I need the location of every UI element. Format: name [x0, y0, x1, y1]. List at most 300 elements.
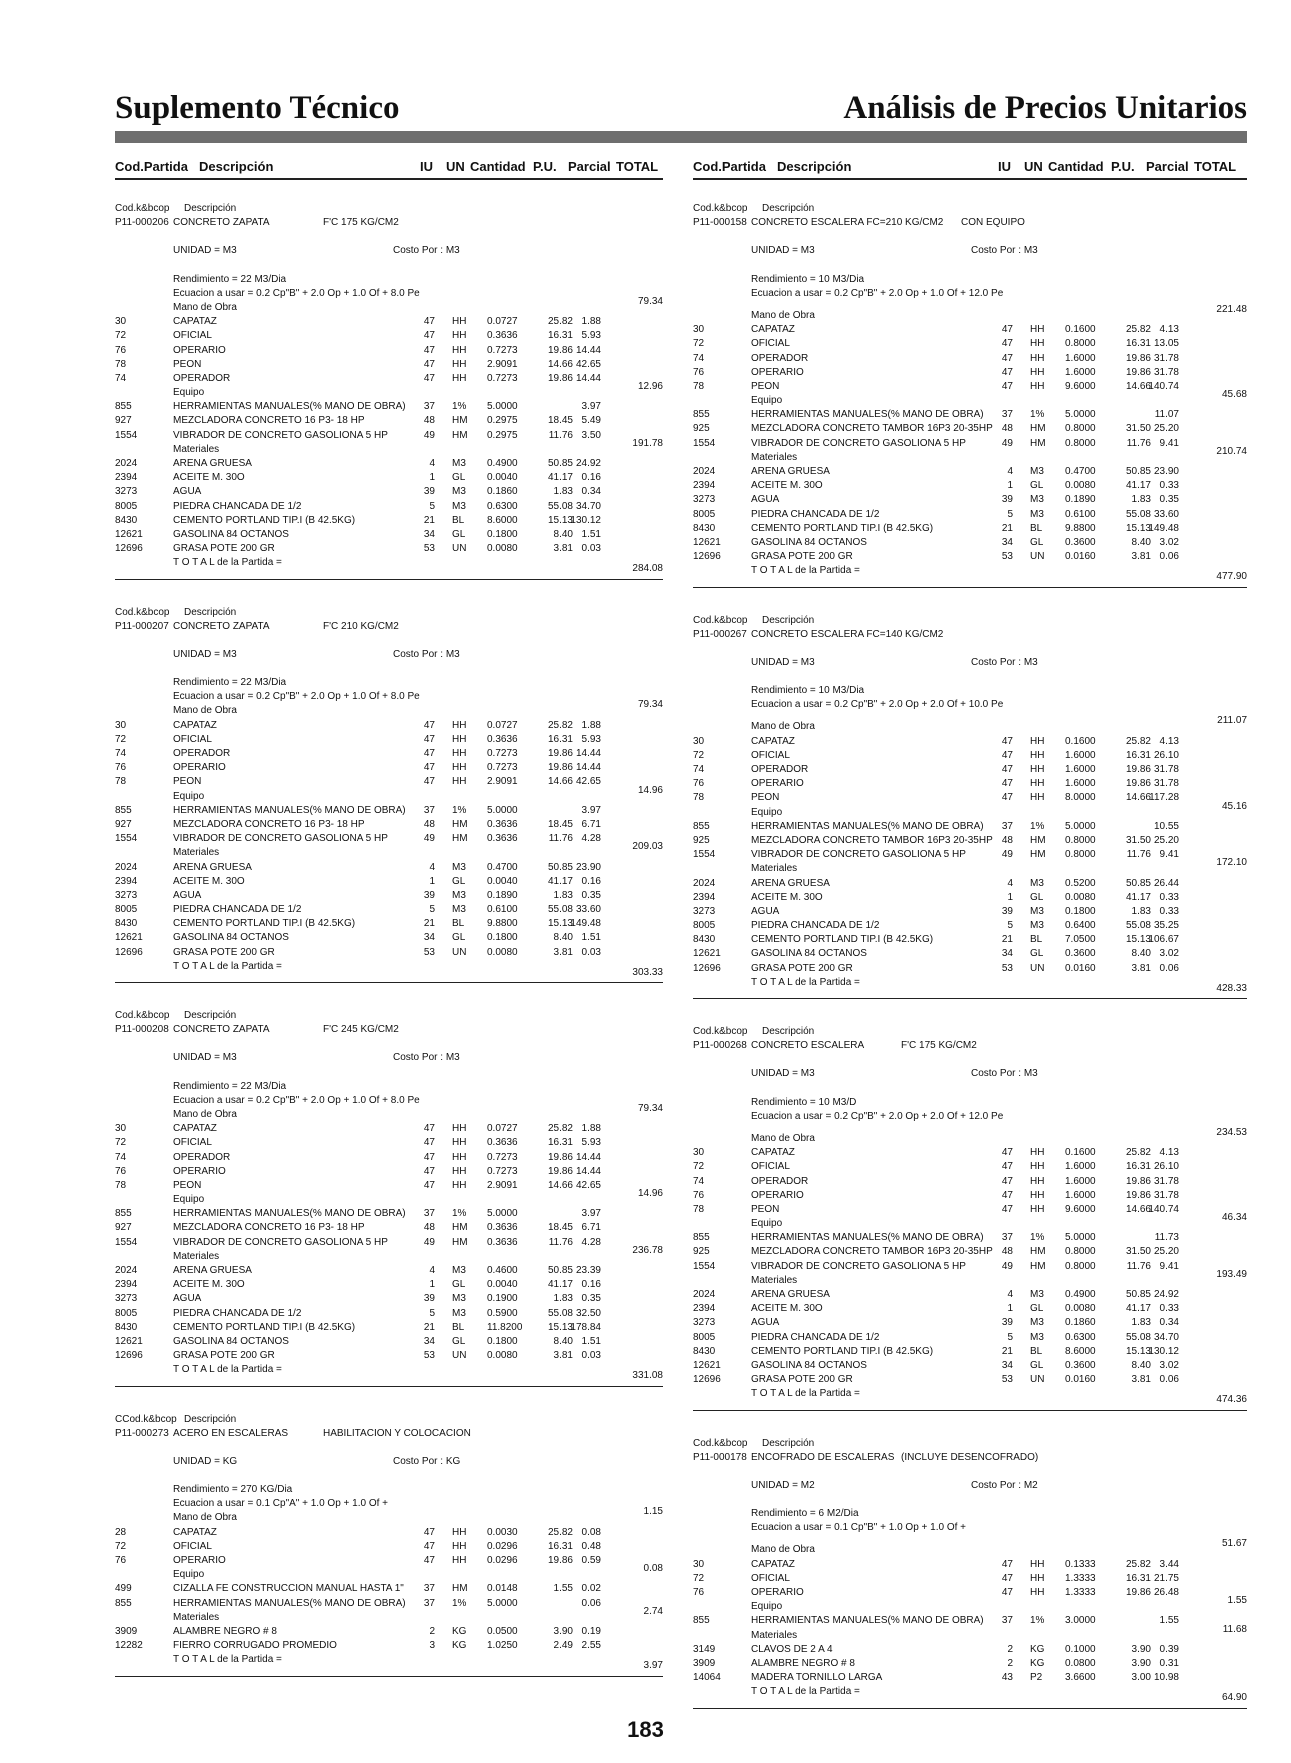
group-name: Materiales	[173, 1250, 220, 1262]
item-row	[693, 1586, 1247, 1600]
item-pu: 15.13	[547, 514, 573, 526]
item-iu: 47	[423, 1555, 435, 1566]
spacer	[693, 712, 1247, 720]
spacer	[693, 1124, 1247, 1132]
item-row	[693, 366, 1247, 380]
item-code: 1554	[693, 437, 716, 449]
item-iu: 2	[429, 1625, 435, 1637]
item-iu: 47	[1001, 1175, 1013, 1187]
item-row	[115, 372, 663, 386]
item-parcial: 0.35	[1159, 494, 1179, 506]
item-cantidad: 0.1800	[487, 1335, 518, 1347]
partida-block	[693, 202, 1247, 588]
item-desc: ACEITE M. 30O	[173, 1279, 245, 1291]
item-desc: CEMENTO PORTLAND TIP.I (B 42.5KG)	[173, 514, 356, 526]
item-iu: 34	[423, 528, 435, 540]
item-un: P2	[1030, 1672, 1043, 1684]
item-desc: PEON	[173, 776, 202, 788]
group-header	[693, 1595, 1247, 1614]
item-iu: 4	[1007, 466, 1013, 477]
group-header	[693, 1538, 1247, 1557]
item-parcial: 25.20	[1153, 1246, 1179, 1258]
item-code: 855	[693, 1615, 710, 1627]
item-cantidad: 5.0000	[1065, 1232, 1096, 1244]
item-iu: 4	[429, 458, 435, 469]
item-iu: 37	[1001, 1615, 1013, 1627]
item-un: 1%	[1030, 1615, 1045, 1627]
item-pu: 19.86	[1125, 778, 1151, 790]
item-row	[115, 832, 663, 846]
item-pu: 25.82	[1125, 324, 1151, 336]
item-code: 12282	[115, 1640, 143, 1652]
item-un: HH	[452, 1137, 467, 1149]
spacer	[693, 1535, 1247, 1543]
item-cantidad: 8.0000	[1065, 792, 1096, 804]
item-row	[115, 1151, 663, 1165]
item-pu: 16.31	[1125, 338, 1151, 350]
item-iu: 47	[423, 719, 435, 731]
item-pu: 3.81	[553, 946, 573, 958]
item-code: 1554	[693, 849, 716, 861]
item-un: BL	[1030, 522, 1043, 534]
item-parcial: 33.60	[575, 904, 601, 916]
item-iu: 49	[423, 1236, 435, 1248]
unidad-text	[173, 1455, 237, 1469]
group-total: 2.74	[643, 1605, 663, 1617]
item-row	[115, 775, 663, 789]
item-row	[115, 1236, 663, 1250]
item-code: 2394	[693, 480, 716, 492]
item-row	[115, 719, 663, 733]
item-row	[115, 315, 663, 329]
item-cantidad: 0.7273	[487, 762, 518, 774]
item-parcial: 140.74	[1148, 1203, 1179, 1215]
item-un: GL	[1030, 948, 1044, 960]
item-iu: 53	[1001, 551, 1013, 563]
item-desc: OFICIAL	[751, 338, 790, 350]
col-head-iu: IU	[998, 159, 1011, 174]
item-row	[693, 1260, 1247, 1274]
spacer	[115, 1469, 663, 1483]
item-parcial: 11.07	[1154, 409, 1179, 421]
item-desc: VIBRADOR DE CONCRETO GASOLIONA 5 HP	[173, 1236, 388, 1248]
item-code: 12621	[115, 528, 143, 540]
item-iu: 48	[423, 818, 435, 830]
partida-name: CONCRETO ZAPATA	[173, 620, 270, 632]
column-left	[115, 158, 663, 1677]
item-row	[693, 933, 1247, 947]
item-cantidad: 0.3636	[487, 1236, 518, 1248]
item-iu: 39	[423, 486, 435, 498]
item-cantidad: 0.2975	[487, 429, 518, 441]
item-code: 855	[693, 820, 710, 832]
item-un: 1%	[452, 1597, 467, 1609]
group-total: 45.68	[1221, 389, 1247, 401]
item-pu: 18.45	[547, 818, 573, 830]
item-un: M3	[1030, 1317, 1044, 1329]
item-parcial: 10.98	[1153, 1672, 1179, 1684]
item-cantidad: 0.3636	[487, 733, 518, 745]
item-parcial: 0.59	[581, 1555, 601, 1566]
item-un: BL	[452, 918, 465, 930]
unidad-value: M3	[800, 1068, 815, 1080]
item-code: 855	[115, 804, 132, 816]
item-code: 12696	[693, 962, 721, 974]
item-un: M3	[1030, 1331, 1044, 1343]
item-code: 12696	[693, 1374, 721, 1386]
item-pu: 3.81	[553, 543, 573, 555]
item-parcial: 0.33	[1159, 1303, 1179, 1315]
item-pu: 18.45	[547, 1222, 573, 1234]
cod-label: Cod.k&bcop	[115, 606, 170, 618]
unidad-text	[173, 1051, 237, 1065]
item-cantidad: 0.7273	[487, 1165, 518, 1177]
item-desc: HERRAMIENTAS MANUALES(% MANO DE OBRA)	[173, 1208, 406, 1220]
ecuacion-text: Ecuacion a usar = 0.2 Cp"B" + 2.0 Op + 1.0 Of + 8.0 Pe	[173, 1094, 420, 1106]
item-cantidad: 1.6000	[1065, 366, 1096, 378]
item-iu: 47	[1001, 380, 1013, 392]
item-un: 1%	[1030, 1232, 1045, 1244]
item-parcial: 4.13	[1159, 735, 1179, 747]
item-iu: 43	[1001, 1672, 1013, 1684]
item-iu: 47	[423, 330, 435, 342]
spacer	[115, 1066, 663, 1080]
spacer	[115, 662, 663, 676]
item-code: 3909	[115, 1625, 138, 1637]
item-parcial: 0.35	[581, 1293, 601, 1305]
costo-text	[971, 1067, 1038, 1081]
item-parcial: 3.02	[1159, 1359, 1179, 1371]
item-un: HM	[1030, 1246, 1046, 1258]
partida-code-labels	[693, 614, 1247, 628]
partida-code-labels	[115, 606, 663, 620]
item-desc: PEON	[751, 792, 780, 804]
item-pu: 25.82	[547, 1123, 573, 1135]
item-row	[693, 1331, 1247, 1345]
partida-block	[115, 1009, 663, 1387]
item-code: 3273	[693, 1317, 716, 1329]
item-cantidad: 0.4900	[487, 458, 518, 469]
item-un: HH	[452, 1165, 467, 1177]
group-header	[115, 1563, 663, 1582]
desc-label: Descripción	[762, 1026, 815, 1037]
item-pu: 25.82	[547, 1526, 573, 1538]
item-un: HH	[1030, 749, 1045, 761]
item-row	[115, 733, 663, 747]
item-iu: 47	[1001, 1558, 1013, 1570]
item-cantidad: 0.0160	[1065, 551, 1096, 563]
item-parcial: 6.71	[581, 1222, 601, 1234]
item-row	[693, 735, 1247, 749]
spacer	[693, 1493, 1247, 1507]
item-cantidad: 0.0080	[1065, 480, 1096, 492]
item-row	[693, 408, 1247, 422]
item-row	[693, 380, 1247, 394]
item-desc: CAPATAZ	[751, 1558, 795, 1570]
item-pu: 3.81	[1131, 551, 1151, 563]
item-row	[693, 1160, 1247, 1174]
item-parcial: 3.97	[581, 401, 601, 413]
item-cantidad: 0.3600	[1065, 948, 1096, 960]
item-pu: 31.50	[1125, 1246, 1151, 1258]
item-parcial: 9.41	[1159, 849, 1179, 861]
desc-label: Descripción	[184, 203, 237, 214]
item-parcial: 32.50	[575, 1307, 601, 1319]
group-total: 234.53	[1216, 1126, 1247, 1138]
item-desc: OPERARIO	[751, 366, 804, 378]
group-name: Mano de Obra	[173, 705, 237, 717]
item-desc: AGUA	[173, 889, 202, 901]
col-head-cod: Cod.Partida	[693, 159, 766, 174]
item-parcial: 5.93	[581, 1137, 601, 1149]
item-code: 2024	[693, 877, 716, 889]
item-cantidad: 2.9091	[487, 1179, 518, 1191]
item-row	[693, 508, 1247, 522]
item-un: HH	[452, 1526, 467, 1538]
item-iu: 47	[1001, 778, 1013, 790]
item-iu: 53	[423, 1350, 435, 1362]
item-code: 2394	[115, 875, 138, 887]
item-un: HH	[452, 1555, 467, 1566]
item-un: HM	[452, 833, 468, 845]
item-desc: HERRAMIENTAS MANUALES(% MANO DE OBRA)	[751, 409, 984, 421]
item-pu: 19.86	[547, 344, 573, 356]
item-code: 8430	[693, 522, 716, 534]
group-name: Mano de Obra	[751, 309, 815, 321]
unidad-text	[751, 1067, 815, 1081]
item-cantidad: 5.0000	[1065, 820, 1096, 832]
group-total: 14.96	[637, 784, 663, 796]
cod-label: Cod.k&bcop	[693, 203, 748, 214]
total-label: T O T A L de la Partida =	[173, 1654, 282, 1666]
item-row	[115, 528, 663, 542]
group-total: 45.16	[1221, 800, 1247, 812]
item-un: HH	[452, 1123, 467, 1135]
item-code: 30	[693, 1147, 705, 1159]
item-row	[115, 1526, 663, 1540]
item-pu: 1.83	[553, 486, 573, 498]
item-parcial: 1.51	[581, 528, 601, 540]
item-un: M3	[1030, 920, 1044, 932]
item-cantidad: 0.0160	[1065, 962, 1096, 974]
item-cantidad: 0.0040	[487, 1279, 518, 1291]
item-code: 2394	[115, 1279, 138, 1291]
item-parcial: 31.78	[1153, 764, 1179, 775]
item-code: 2024	[115, 458, 138, 469]
item-row	[115, 1321, 663, 1335]
item-cantidad: 0.3600	[1065, 1359, 1096, 1371]
item-code: 72	[115, 733, 127, 745]
rendimiento	[693, 684, 1247, 698]
item-un: GL	[1030, 1359, 1044, 1371]
item-cantidad: 0.7273	[487, 1151, 518, 1163]
item-desc: MEZCLADORA CONCRETO TAMBOR 16P3 20-35HP	[751, 1246, 993, 1258]
item-code: 74	[115, 1151, 127, 1163]
item-parcial: 31.78	[1153, 1189, 1179, 1201]
item-un: HH	[452, 1179, 467, 1191]
group-total: 51.67	[1221, 1538, 1247, 1550]
item-code: 30	[693, 1558, 705, 1570]
item-cantidad: 0.4700	[1065, 466, 1096, 477]
item-un: HH	[1030, 352, 1045, 364]
item-code: 78	[693, 380, 705, 392]
item-un: HH	[452, 1151, 467, 1163]
item-code: 12621	[693, 948, 721, 960]
partida-total	[693, 564, 1247, 583]
item-row	[693, 550, 1247, 564]
item-parcial: 106.67	[1148, 934, 1179, 946]
item-code: 855	[693, 409, 710, 421]
item-parcial: 149.48	[1148, 522, 1179, 534]
item-pu: 8.40	[553, 528, 573, 540]
partida-name: ENCOFRADO DE ESCALERAS	[751, 1451, 895, 1463]
item-iu: 34	[1001, 948, 1013, 960]
spacer	[693, 230, 1247, 244]
item-code: 8005	[115, 1307, 138, 1319]
group-total: 79.34	[637, 1102, 663, 1114]
costo-value: M2	[1023, 1479, 1038, 1491]
item-un: 1%	[452, 401, 467, 413]
item-iu: 47	[423, 1137, 435, 1149]
item-desc: GASOLINA 84 OCTANOS	[173, 932, 289, 944]
item-parcial: 0.03	[581, 946, 601, 958]
spacer	[693, 259, 1247, 273]
item-desc: GRASA POTE 200 GR	[751, 1374, 853, 1386]
item-un: M3	[1030, 877, 1044, 889]
item-un: HH	[1030, 764, 1045, 775]
item-cantidad: 1.6000	[1065, 764, 1096, 775]
item-pu: 16.31	[547, 1540, 573, 1552]
item-pu: 1.83	[1131, 905, 1151, 917]
item-code: 12696	[115, 1350, 143, 1362]
group-header	[693, 1126, 1247, 1146]
group-total: 211.07	[1217, 715, 1247, 727]
item-desc: ACEITE M. 30O	[751, 480, 823, 492]
group-name: Equipo	[173, 1569, 205, 1581]
item-code: 8005	[693, 1331, 716, 1343]
group-name: Mano de Obra	[173, 1512, 237, 1524]
item-pu: 3.81	[553, 1350, 573, 1362]
grand-total: 428.33	[1216, 982, 1247, 994]
item-iu: 47	[1001, 1203, 1013, 1215]
grand-total: 477.90	[1216, 571, 1247, 583]
item-code: 2024	[693, 1289, 716, 1300]
cod-label: Cod.k&bcop	[693, 1026, 748, 1037]
unidad-value: M3	[800, 245, 815, 257]
item-cantidad: 0.1890	[487, 889, 518, 901]
group-header	[115, 841, 663, 860]
spacer	[693, 301, 1247, 309]
item-desc: MEZCLADORA CONCRETO 16 P3- 18 HP	[173, 415, 365, 427]
item-iu: 49	[1001, 849, 1013, 861]
unidad-value: M3	[800, 656, 815, 668]
item-parcial: 4.28	[581, 1236, 601, 1248]
unidad-text	[751, 1479, 815, 1493]
item-parcial: 25.20	[1153, 423, 1179, 435]
ecuacion-text: Ecuacion a usar = 0.1 Cp"B" + 1.0 Op + 1.0 Of +	[751, 1522, 967, 1534]
item-parcial: 0.48	[581, 1540, 601, 1552]
item-pu: 8.40	[1131, 1359, 1151, 1371]
unidad-value: KG	[222, 1455, 238, 1467]
item-pu: 3.81	[1131, 962, 1151, 974]
item-desc: OPERARIO	[751, 1587, 804, 1598]
col-head-cantidad: Cantidad	[470, 159, 526, 174]
item-iu: 21	[423, 514, 435, 526]
item-iu: 34	[423, 932, 435, 944]
partida-title	[693, 628, 1247, 642]
item-code: 1554	[115, 429, 138, 441]
item-iu: 47	[423, 748, 435, 759]
item-code: 927	[115, 1222, 132, 1234]
item-row	[693, 777, 1247, 791]
item-row	[693, 891, 1247, 905]
item-un: 1%	[452, 1208, 467, 1220]
group-name: Equipo	[751, 1218, 783, 1230]
item-un: M3	[452, 889, 466, 901]
item-pu: 1.83	[1131, 1317, 1151, 1329]
partida-code-labels	[693, 202, 1247, 216]
item-desc: OFICIAL	[173, 330, 212, 342]
item-pu: 1.83	[553, 1293, 573, 1305]
item-iu: 53	[1001, 1374, 1013, 1386]
item-desc: CEMENTO PORTLAND TIP.I (B 42.5KG)	[751, 1345, 934, 1357]
item-un: HH	[1030, 1587, 1045, 1598]
item-row	[115, 1349, 663, 1363]
item-desc: GRASA POTE 200 GR	[751, 962, 853, 974]
item-pu: 19.86	[547, 1165, 573, 1177]
unidad-prefix: UNIDAD =	[751, 656, 801, 668]
partida-title	[115, 620, 663, 634]
ecuacion	[693, 1110, 1247, 1124]
item-row	[693, 919, 1247, 933]
item-code: 28	[115, 1526, 127, 1538]
item-un: HH	[1030, 380, 1045, 392]
item-parcial: 3.02	[1159, 536, 1179, 548]
item-pu: 2.49	[553, 1640, 573, 1652]
col-head-desc: Descripción	[199, 159, 274, 174]
item-iu: 39	[423, 889, 435, 901]
rendimiento-text: Rendimiento = 22 M3/Dia	[173, 1080, 287, 1092]
item-un: HH	[452, 733, 467, 745]
cod-label: Cod.k&bcop	[115, 1010, 170, 1021]
item-un: HM	[452, 1583, 468, 1595]
total-label: T O T A L de la Partida =	[173, 960, 282, 972]
rendimiento-text: Rendimiento = 10 M3/Dia	[751, 685, 865, 697]
item-desc: ARENA GRUESA	[173, 1265, 252, 1276]
item-desc: CAPATAZ	[173, 719, 217, 731]
group-name: Equipo	[173, 1194, 205, 1206]
item-parcial: 0.02	[581, 1583, 601, 1595]
item-iu: 47	[423, 372, 435, 384]
ecuacion	[115, 287, 663, 301]
item-parcial: 14.44	[575, 344, 601, 356]
item-un: 1%	[452, 804, 467, 816]
item-row	[115, 903, 663, 917]
item-iu: 47	[423, 344, 435, 356]
item-iu: 47	[1001, 352, 1013, 364]
group-total: 0.08	[643, 1563, 663, 1575]
item-pu: 19.86	[547, 1151, 573, 1163]
unidad-value: M2	[800, 1479, 815, 1491]
item-parcial: 25.20	[1153, 834, 1179, 846]
spacer	[115, 1037, 663, 1051]
item-desc: HERRAMIENTAS MANUALES(% MANO DE OBRA)	[751, 1232, 984, 1244]
item-row	[115, 861, 663, 875]
item-cantidad: 5.0000	[487, 1208, 518, 1220]
rendimiento-text: Rendimiento = 10 M3/Dia	[751, 273, 865, 285]
item-un: HH	[1030, 1558, 1045, 1570]
item-un: M3	[1030, 508, 1044, 520]
